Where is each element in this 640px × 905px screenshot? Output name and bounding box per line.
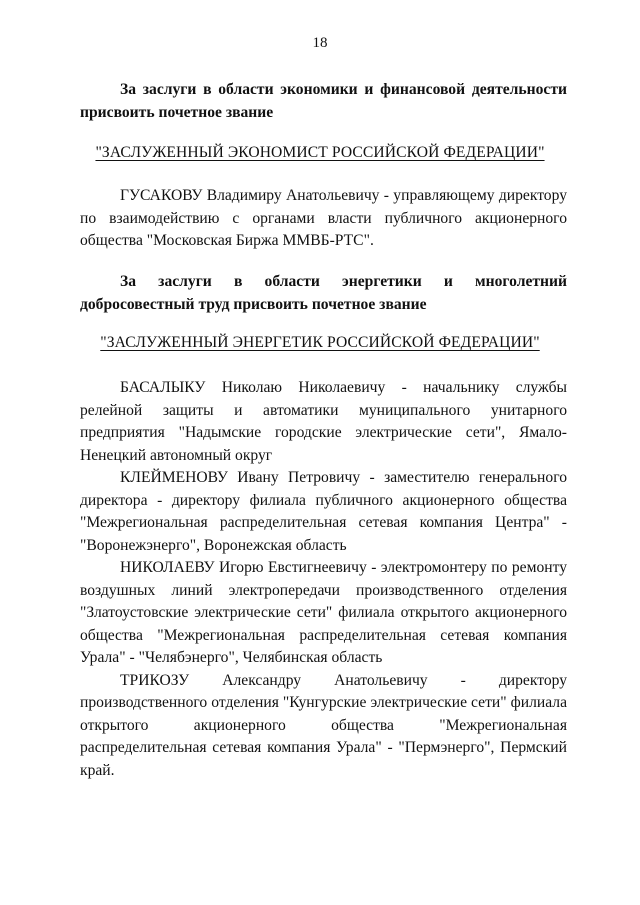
awardee-paragraph: КЛЕЙМЕНОВУ Ивану Петровичу - заместителю генерального директора - директору филиала публичного акционерного общества "Межрегиональная распределительная сетевая компания Центра" - "Воронежэнерго", Воронежская область	[80, 469, 567, 554]
awardee-paragraph: БАСАЛЫКУ Николаю Николаевичу - начальнику службы релейной защиты и автоматики муниципального унитарного предприятия "Надымские городские электрические сети", Ямало-Ненецкий автономный округ	[80, 379, 567, 464]
awardee-list-energy	[80, 377, 567, 782]
award-title-energetic: "ЗАСЛУЖЕННЫЙ ЭНЕРГЕТИК РОССИЙСКОЙ ФЕДЕРАЦИИ"	[100, 334, 540, 351]
section-heading-energy: За заслуги в области энергетики и многолетний добросовестный труд присвоить почетное звание	[80, 273, 567, 313]
awardee-paragraph: НИКОЛАЕВУ Игорю Евстигнеевичу - электромонтеру по ремонту воздушных линий электропередачи производственного отделения "Златоустовские электрические сети" филиала открытого акционерного общества "Межрегиональная распределительная сетевая компания Урала" - "Челябэнерго", Челябинская область	[80, 559, 567, 666]
awardee-paragraph: ГУСАКОВУ Владимиру Анатольевичу - управляющему директору по взаимодействию с органами власти публичного акционерного общества "Московская Биржа ММВБ-РТС".	[80, 187, 567, 249]
section-heading-economics: За заслуги в области экономики и финансовой деятельности присвоить почетное звание	[80, 81, 567, 121]
page-number: 18	[312, 35, 328, 51]
awardee-paragraph: ТРИКОЗУ Александру Анатольевичу - директору производственного отделения "Кунгурские электрические сети" филиала открытого акционерного общества "Межрегиональная распределительная сетевая компания Урала" - "Пермэнерго", Пермский край.	[80, 671, 567, 779]
awardee-list-economics	[80, 185, 567, 253]
award-title-economist: "ЗАСЛУЖЕННЫЙ ЭКОНОМИСТ РОССИЙСКОЙ ФЕДЕРАЦИИ"	[95, 144, 545, 161]
